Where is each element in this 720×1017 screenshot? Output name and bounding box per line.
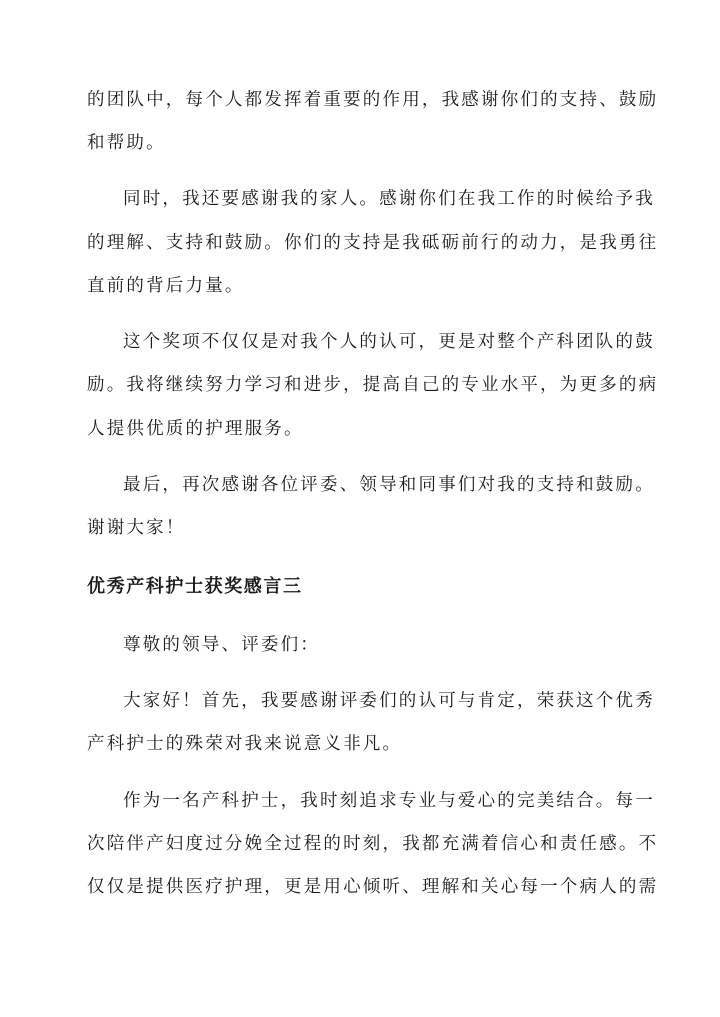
paragraph-line: 同时，我还要感谢我的家人。感谢你们在我工作的时候给予我 [123,189,655,209]
paragraph-line: 这个奖项不仅仅是对我个人的认可，更是对整个产科团队的鼓 [123,332,655,352]
salutation-line: 尊敬的领导、评委们： [123,635,320,655]
paragraph-line: 谢谢大家！ [87,518,186,538]
paragraph-line: 人提供优质的护理服务。 [87,419,304,439]
paragraph-line: 大家好！首先，我要感谢评委们的认可与肯定，荣获这个优秀 [123,691,655,711]
paragraph-line: 励。我将继续努力学习和进步，提高自己的专业水平，为更多的病 [87,375,659,395]
paragraph-line: 作为一名产科护士，我时刻追求专业与爱心的完美结合。每一 [123,791,655,811]
paragraph-line: 和帮助。 [87,133,166,153]
section-heading: 优秀产科护士获奖感言三 [87,576,303,597]
paragraph-line: 最后，再次感谢各位评委、领导和同事们对我的支持和鼓励。 [123,475,655,495]
paragraph-line: 的团队中，每个人都发挥着重要的作用，我感谢你们的支持、鼓励 [87,90,659,110]
paragraph-line: 次陪伴产妇度过分娩全过程的时刻，我都充满着信心和责任感。不 [87,834,659,854]
paragraph-line: 仅仅是提供医疗护理，更是用心倾听、理解和关心每一个病人的需 [87,877,659,897]
paragraph-line: 产科护士的殊荣对我来说意义非凡。 [87,734,403,754]
paragraph-line: 的理解、支持和鼓励。你们的支持是我砥砺前行的动力，是我勇往 [87,233,659,253]
paragraph-line: 直前的背后力量。 [87,276,245,296]
